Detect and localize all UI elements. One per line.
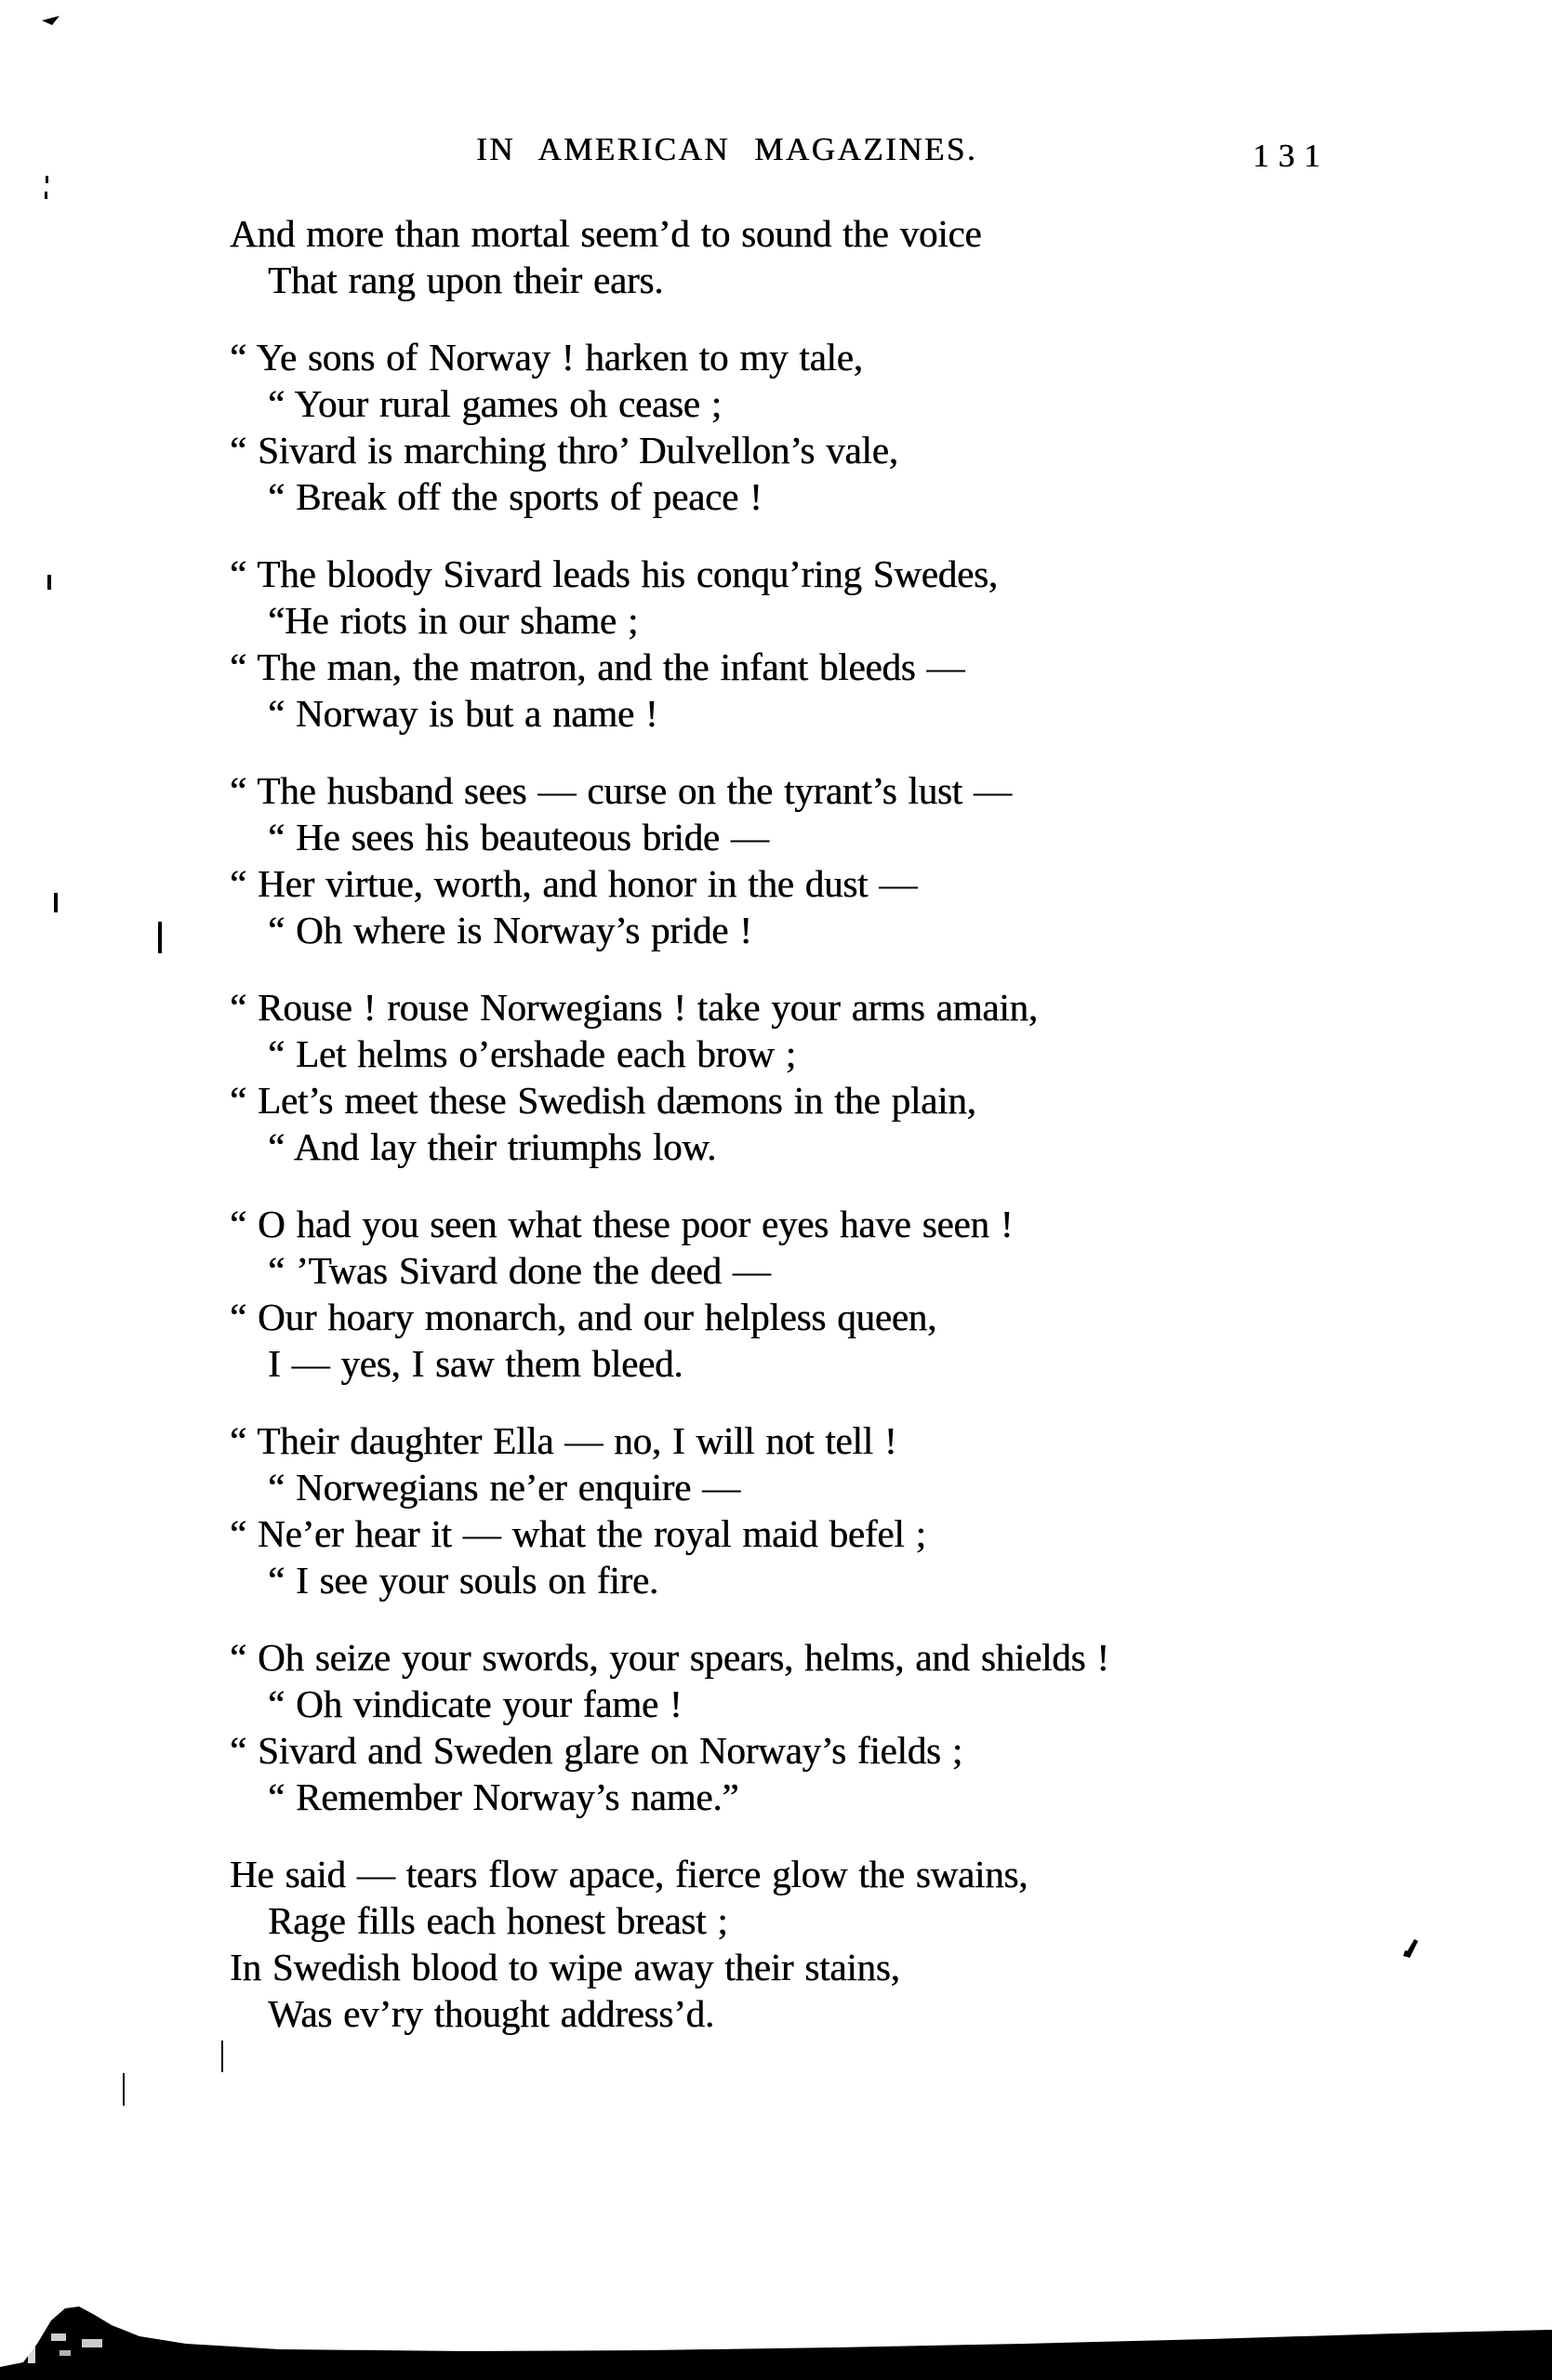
scan-mark-tick [45,192,47,199]
stanza [230,210,1439,303]
poem-line: “ And lay their triumphs low. [268,1125,717,1168]
poem-line: “ Oh seize your swords, your spears, helms, and shields ! [230,1636,1109,1679]
poem-line: “ Sivard is marching thro’ Dulvellon’s vale, [230,429,898,472]
poem-line: “ Oh where is Norway’s pride ! [268,909,752,951]
stanza [230,984,1439,1170]
running-head: IN AMERICAN MAGAZINES. [476,131,978,167]
poem-line: “ Ne’er hear it — what the royal maid befel ; [230,1512,926,1555]
stanza [230,1417,1439,1603]
stanza [230,551,1439,737]
poem-line: “ Her virtue, worth, and honor in the dust — [230,862,918,905]
poem-line: “ Your rural games oh cease ; [268,382,722,425]
stanza [230,1634,1439,1820]
poem-line: In Swedish blood to wipe away their stains, [230,1946,900,1988]
poem-line: “ Remember Norway’s name.” [268,1775,739,1818]
scan-mark-tick [221,2041,223,2072]
scan-mark-pen-stroke [1402,1939,1423,1961]
poem-line: He said — tears flow apace, fierce glow the swains, [230,1853,1028,1895]
poem-line: “ The man, the matron, and the infant bleeds — [230,645,965,688]
poem-line: “ Let’s meet these Swedish dæmons in the plain, [230,1079,976,1122]
poem-line: “ Their daughter Ella — no, I will not tell ! [230,1419,897,1462]
stanza [230,1201,1439,1387]
scan-artifact-bottom-band [0,2287,1552,2380]
stanza [230,767,1439,953]
poem-line: I — yes, I saw them bleed. [268,1342,683,1385]
poem-line: Rage fills each honest breast ; [268,1899,728,1942]
poem-line: “ Norwegians ne’er enquire — [268,1466,740,1509]
stanza [230,334,1439,520]
poem-line: “ Rouse ! rouse Norwegians ! take your arms amain, [230,986,1038,1029]
poem-line: “ Break off the sports of peace ! [268,475,763,518]
poem-line: “ Norway is but a name ! [268,692,658,735]
scan-mark-tick [47,575,51,590]
poem-line: And more than mortal seem’d to sound the voice [230,212,982,255]
poem-line: “ The husband sees — curse on the tyrant’s lust — [230,769,1012,812]
poem-line: “ O had you seen what these poor eyes have seen ! [230,1203,1014,1245]
poem-line: “ Let helms o’ershade each brow ; [268,1032,796,1075]
scan-mark-tick [158,922,162,953]
poem [230,210,1439,2068]
poem-line: “ He sees his beauteous bride — [268,816,769,858]
scan-mark-tick [46,176,48,183]
poem-line: “ ’Twas Sivard done the deed — [268,1249,771,1292]
poem-line: That rang upon their ears. [268,259,664,301]
poem-line: “ Sivard and Sweden glare on Norway’s fields ; [230,1729,962,1772]
scan-mark-triangle [42,16,60,27]
poem-line: “ The bloody Sivard leads his conqu’ring Swedes, [230,552,998,595]
poem-line: Was ev’ry thought address’d. [268,1992,714,2035]
page-number: 131 [1253,138,1330,174]
poem-line: “ Oh vindicate your fame ! [268,1682,683,1725]
scan-mark-tick [54,893,58,912]
poem-line: “ Our hoary monarch, and our helpless queen, [230,1296,937,1338]
scan-mark-tick [123,2073,125,2106]
poem-line: “ I see your souls on fire. [268,1559,658,1602]
poem-line: “He riots in our shame ; [268,599,639,642]
stanza [230,1851,1439,2037]
poem-line: “ Ye sons of Norway ! harken to my tale, [230,336,863,379]
